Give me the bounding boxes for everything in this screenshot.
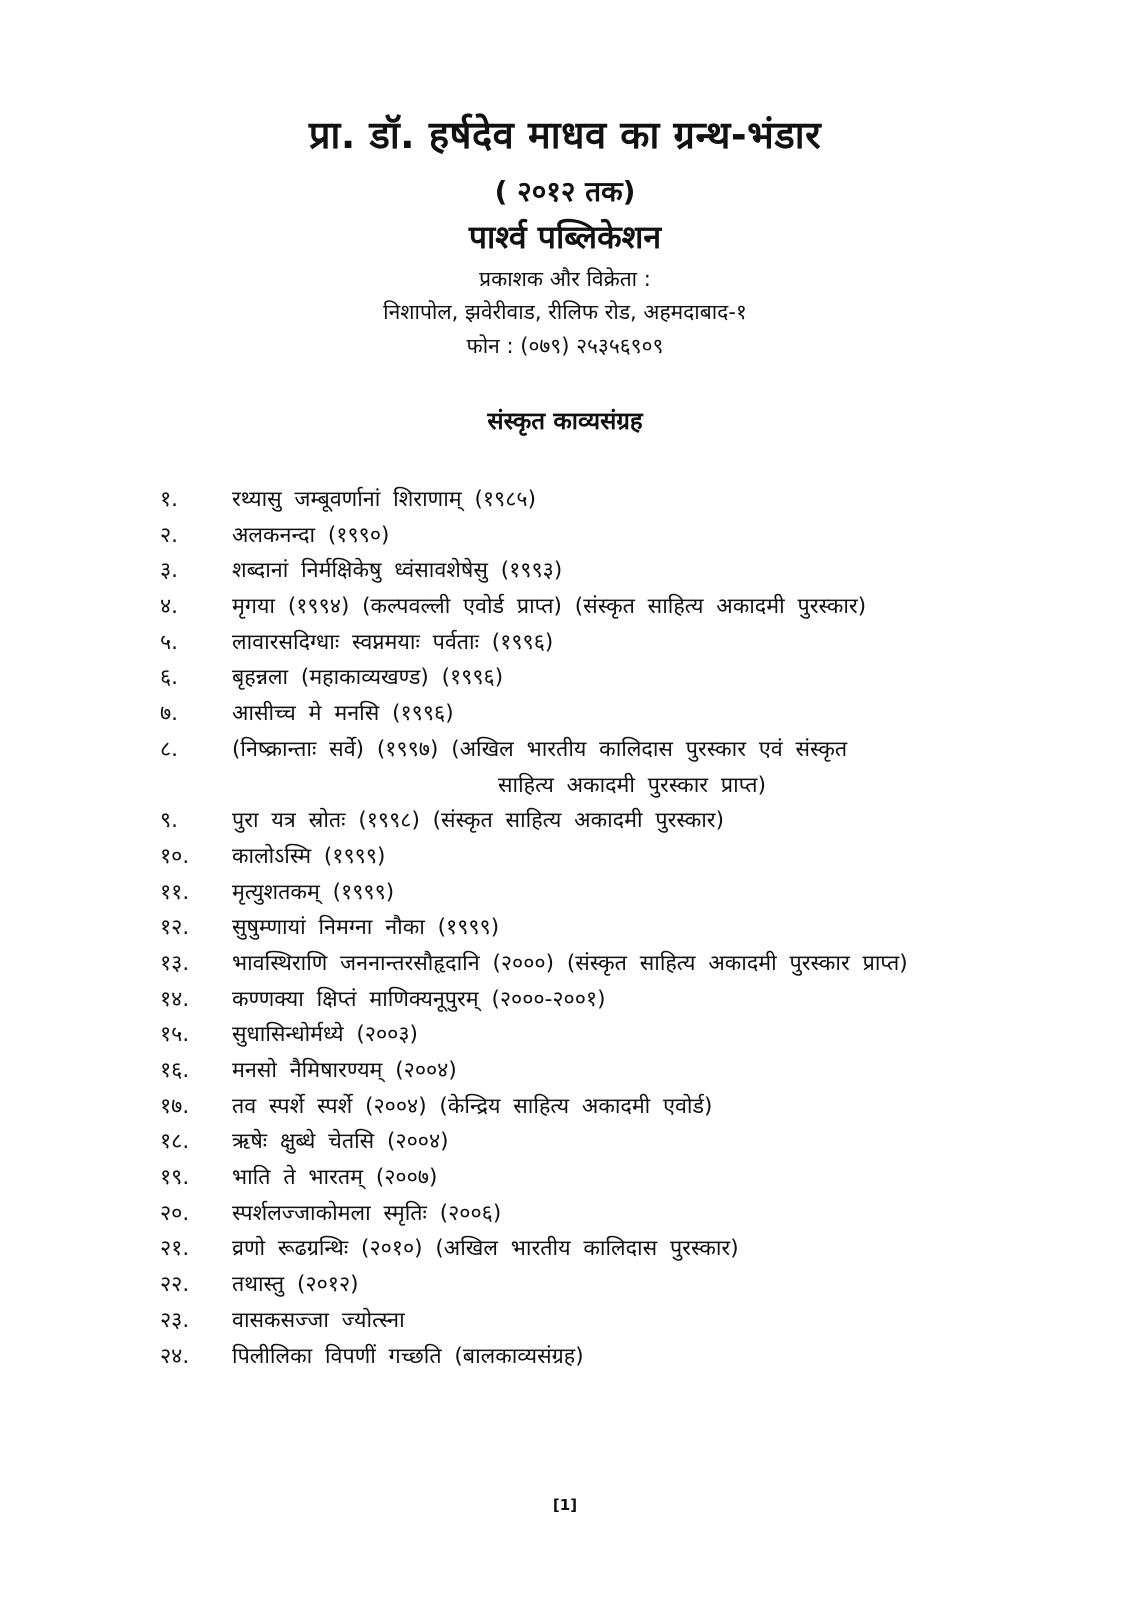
item-title: तथास्तु (२०१२) — [232, 1272, 359, 1298]
item-number: ९. — [160, 808, 179, 834]
item-title: व्रणो रूढग्रन्थिः (२०१०) (अखिल भारतीय कालिदास पुरस्कार) — [232, 1236, 739, 1262]
item-title-continuation: साहित्य अकादमी पुरस्कार प्राप्त) — [498, 772, 766, 798]
list-item — [0, 591, 1130, 627]
book-list — [0, 484, 1130, 1376]
list-item — [0, 1341, 1130, 1377]
item-title: कण्णक्या क्षिप्तं माणिक्यनूपुरम् (२०००-२००१) — [232, 986, 606, 1012]
list-item — [0, 1126, 1130, 1162]
item-number: ३. — [160, 558, 179, 584]
item-title: कालोऽस्मि (१९९९) — [232, 843, 386, 869]
list-item — [0, 984, 1130, 1020]
item-title: रथ्यासु जम्बूवर्णानां शिराणाम् (१९८५) — [232, 487, 536, 512]
publisher-phone: फोन : (०७९) २५३५६९०९ — [466, 334, 664, 358]
item-number: १३. — [160, 950, 190, 976]
list-item — [0, 948, 1130, 984]
item-number: २१. — [160, 1236, 190, 1262]
item-number: ४. — [160, 594, 179, 620]
list-item — [0, 877, 1130, 913]
item-number: १७. — [160, 1093, 190, 1119]
list-item — [0, 698, 1130, 734]
item-number: ५. — [160, 629, 179, 655]
section-title: संस्कृत काव्यसंग्रह — [487, 407, 643, 435]
list-item — [0, 841, 1130, 877]
document-title: प्रा. डॉ. हर्षदेव माधव का ग्रन्थ-भंडार — [308, 113, 822, 157]
item-number: २३. — [160, 1307, 190, 1333]
item-number: ८. — [160, 736, 179, 762]
item-number: २. — [160, 522, 179, 548]
item-number: १४. — [160, 986, 190, 1012]
item-title: (निष्क्रान्ताः सर्वे) (१९९७) (अखिल भारतीय कालिदास पुरस्कार एवं संस्कृत — [232, 736, 848, 762]
item-title: भाति ते भारतम् (२००७) — [232, 1165, 438, 1191]
item-number: १६. — [160, 1058, 190, 1084]
item-number: २०. — [160, 1200, 190, 1226]
item-number: २२. — [160, 1272, 190, 1298]
item-title: सुधासिन्धोर्मध्ये (२००३) — [232, 1022, 418, 1048]
list-item — [0, 662, 1130, 698]
item-number: ६. — [160, 665, 179, 691]
list-item — [0, 1162, 1130, 1198]
item-title: स्पर्शलज्जाकोमला स्मृतिः (२००६) — [232, 1200, 502, 1226]
item-title: अलकनन्दा (१९९०) — [232, 522, 390, 548]
list-item — [0, 1091, 1130, 1127]
item-number: ७. — [160, 701, 179, 727]
item-number: १. — [160, 487, 179, 512]
list-item — [0, 555, 1130, 591]
item-title: ऋषेः क्षुब्धे चेतसि (२००४) — [232, 1129, 449, 1155]
item-title: लावारसदिग्धाः स्वप्नमयाः पर्वताः (१९९६) — [232, 629, 554, 655]
list-item — [0, 1019, 1130, 1055]
item-title: तव स्पर्शे स्पर्शे (२००४) (केन्द्रिय साहित्य अकादमी एवोर्ड) — [232, 1093, 713, 1119]
list-item — [0, 484, 1130, 520]
page-number: [1] — [552, 1496, 578, 1514]
publisher-address: निशापोल, झवेरीवाड, रीलिफ रोड, अहमदाबाद-१ — [383, 300, 747, 324]
item-title: पिलीलिका विपणीं गच्छति (बालकाव्यसंग्रह) — [232, 1343, 584, 1369]
item-title: आसीच्च मे मनसि (१९९६) — [232, 701, 454, 727]
list-item — [0, 520, 1130, 556]
list-item — [0, 805, 1130, 841]
item-number: १५. — [160, 1022, 190, 1048]
item-title: मनसो नैमिषारण्यम् (२००४) — [232, 1058, 457, 1084]
item-title: भावस्थिराणि जननान्तरसौहृदानि (२०००) (संस्कृत साहित्य अकादमी पुरस्कार प्राप्त) — [232, 950, 908, 976]
item-title: मृत्युशतकम् (१९९९) — [232, 879, 395, 905]
list-item — [0, 1233, 1130, 1269]
list-item — [0, 912, 1130, 948]
item-title: शब्दानां निर्मक्षिकेषु ध्वंसावशेषेसु (१९९३) — [232, 558, 563, 584]
item-title: मृगया (१९९४) (कल्पवल्ली एवोर्ड प्राप्त) (संस्कृत साहित्य अकादमी पुरस्कार) — [232, 594, 867, 620]
item-title: सुषुम्णायां निमग्ना नौका (१९९९) — [232, 915, 500, 941]
list-item — [0, 734, 1130, 805]
item-number: १८. — [160, 1129, 190, 1155]
publisher-name: पार्श्व पब्लिकेशन — [468, 218, 662, 256]
item-number: १२. — [160, 915, 190, 941]
list-item — [0, 1198, 1130, 1234]
item-title: वासकसज्जा ज्योत्स्ना — [232, 1307, 405, 1333]
list-item — [0, 1305, 1130, 1341]
list-item — [0, 1269, 1130, 1305]
item-title: बृहन्नला (महाकाव्यखण्ड) (१९९६) — [232, 665, 504, 691]
publisher-label: प्रकाशक और विक्रेता : — [479, 267, 651, 291]
list-item — [0, 1055, 1130, 1091]
item-title: पुरा यत्र स्रोतः (१९९८) (संस्कृत साहित्य अकादमी पुरस्कार) — [232, 808, 724, 834]
item-number: २४. — [160, 1343, 190, 1369]
item-number: १०. — [160, 843, 190, 869]
item-number: ११. — [160, 879, 190, 905]
item-number: १९. — [160, 1165, 190, 1191]
document-subtitle: ( २०१२ तक) — [494, 175, 636, 208]
list-item — [0, 627, 1130, 663]
